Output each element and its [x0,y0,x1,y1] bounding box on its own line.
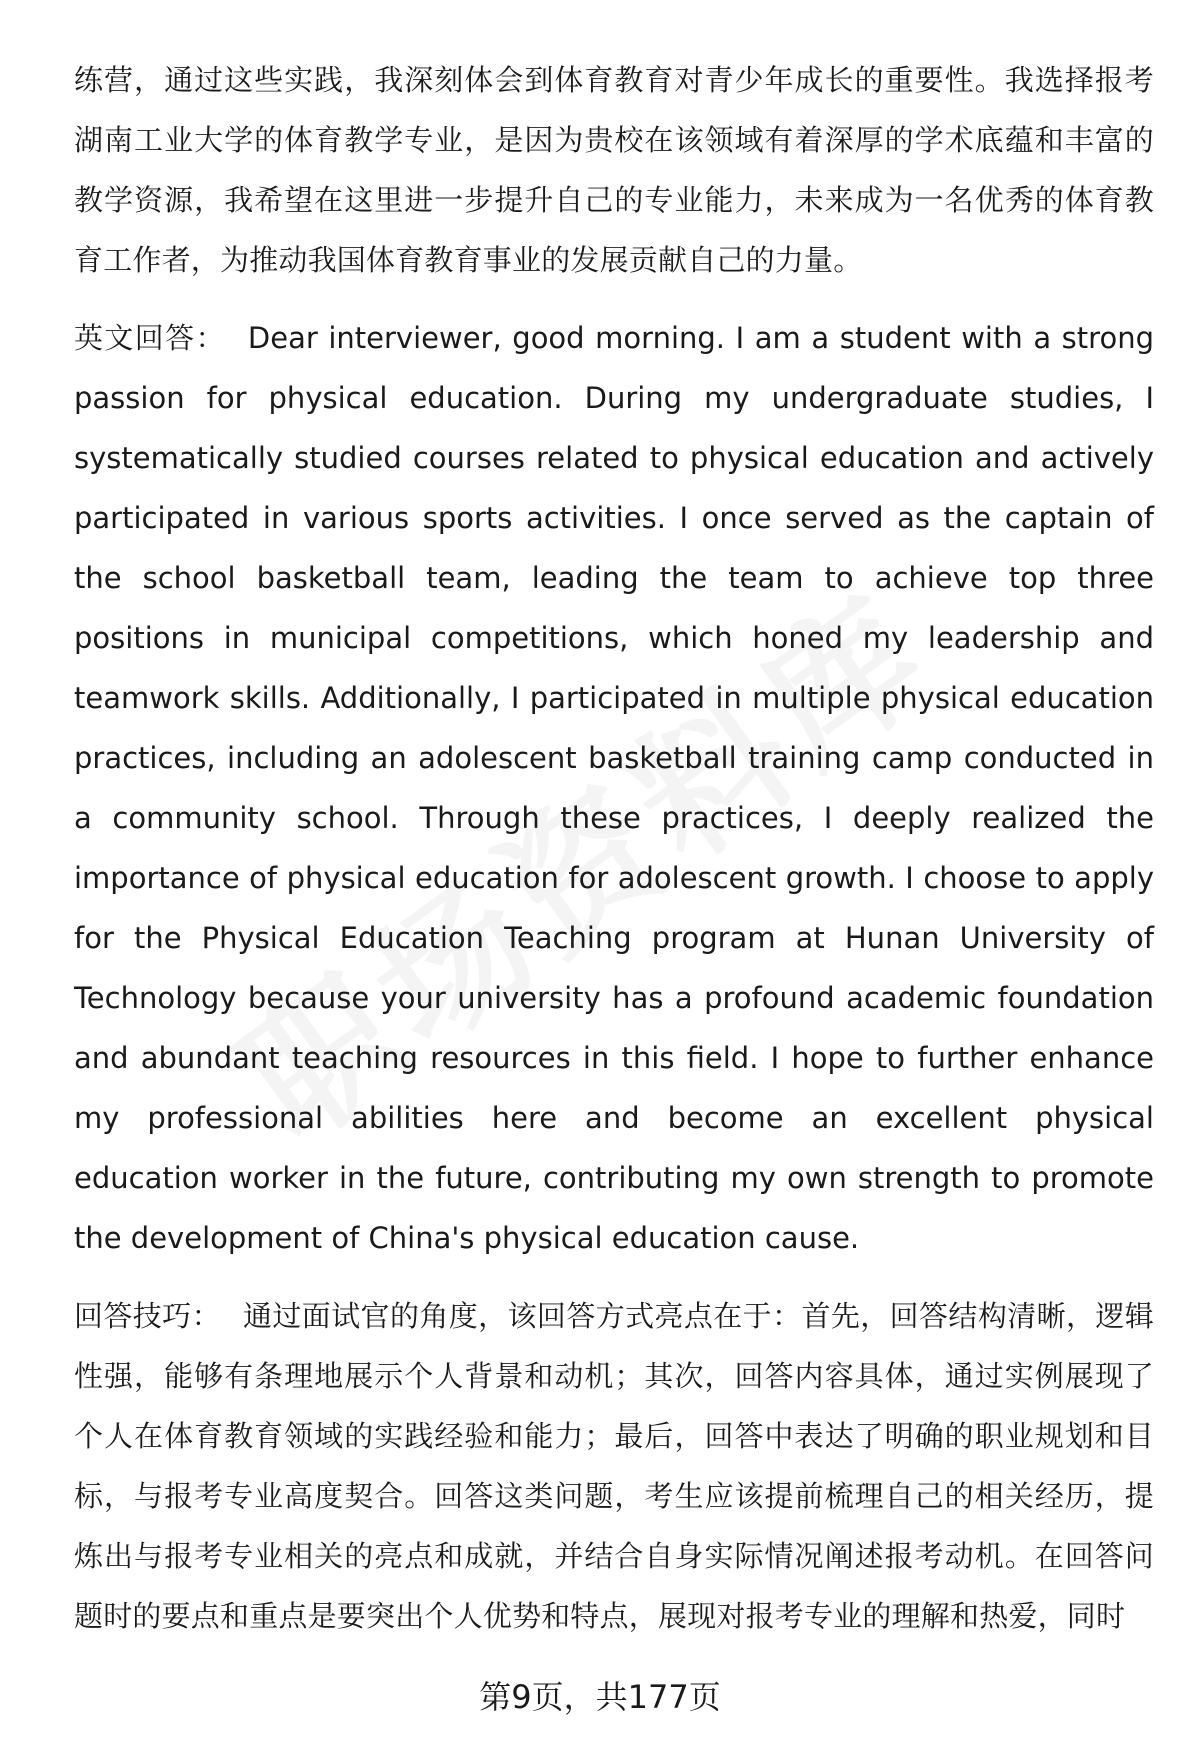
answer-tips-text: 通过面试官的角度，该回答方式亮点在于：首先，回答结构清晰，逻辑性强，能够有条理地展示个人背景和动机；其次，回答内容具体，通过实例展现了个人在体育教育领域的实践经验和能力；最后，回答中表达了明确的职业规划和目标，与报考专业高度契合。回答这类问题，考生应该提前梳理自己的相关经历，提炼出与报考专业相关的亮点和成就，并结合自身实际情况阐述报考动机。在回答问题时的要点和重点是要突出个人优势和特点，展现对报考专业的理解和热爱，同时 [74,1299,1154,1633]
answer-tips-label: 回答技巧： [74,1299,221,1333]
paragraph-answer-tips [74,1286,1154,1646]
english-answer-text: Dear interviewer, good morning. I am a student with a strong passion for physical education. During my undergraduate studies, I systematically studied courses related to physical education and actively participated in various sports activities. I once served as the captain of the school basketball team, leading the team to achieve top three positions in municipal competitions, which honed my leadership and teamwork skills. Additionally, I participated in multiple physical education practices, including an adolescent basketball training camp conducted in a community school. Through these practices, I deeply realized the importance of physical education for adolescent growth. I choose to apply for the Physical Education Teaching program at Hunan University of Technology because your university has a profound academic foundation and abundant teaching resources in this field. I hope to further enhance my professional abilities here and become an excellent physical education worker in the future, contributing my own strength to promote the development of China's physical education cause. [74,321,1154,1255]
paragraph-english-answer [74,308,1154,1268]
document-body [74,50,1154,1664]
paragraph-intro-continuation: 练营，通过这些实践，我深刻体会到体育教育对青少年成长的重要性。我选择报考湖南工业大学的体育教学专业，是因为贵校在该领域有着深厚的学术底蕴和丰富的教学资源，我希望在这里进一步提升自己的专业能力，未来成为一名优秀的体育教育工作者，为推动我国体育教育事业的发展贡献自己的力量。 [74,63,1154,277]
page-number: 第9页，共177页 [479,1678,721,1716]
english-answer-label: 英文回答： [74,321,226,355]
